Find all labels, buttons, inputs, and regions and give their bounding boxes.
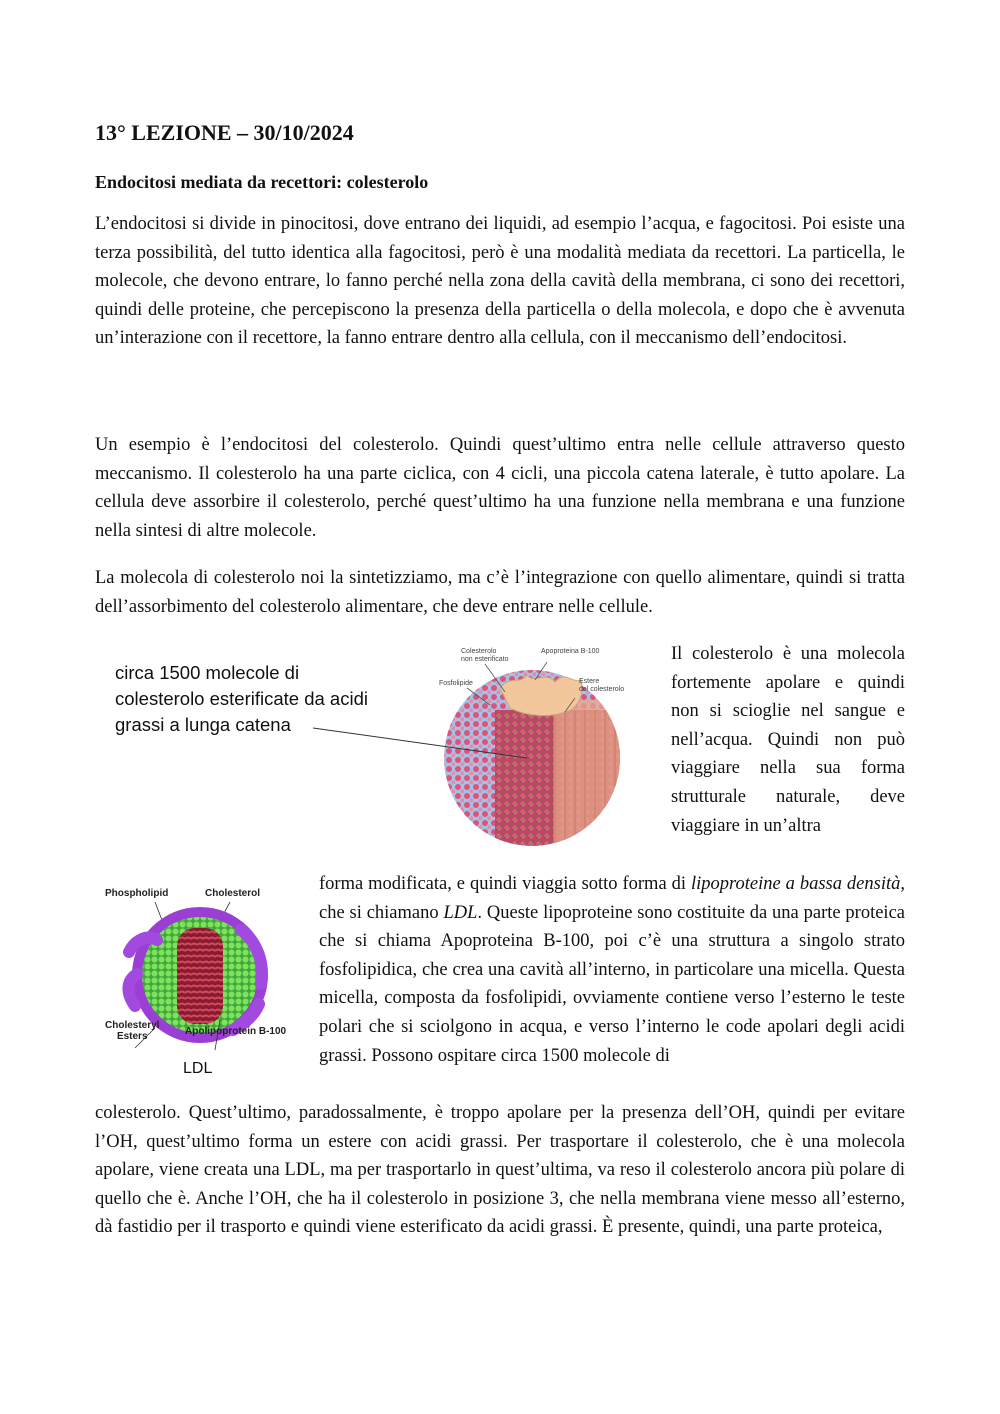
label-line: non esterificato [461, 656, 509, 663]
label-cholesteryl-esters [105, 1020, 159, 1042]
text-run: . Queste lipoproteine sono costituite da una parte proteica che si chiama Apoproteina B-100, poi c’è una struttura a singolo strato fosfolipidica, che crea una cavità all’interno, in particolare una micella. Questa micella, composta da fosfolipidi, ovviamente contiene verso l’esterno le teste polari che si sciolgono in acqua, e verso l’interno le code apolari degli acidi grassi. Possono ospitare circa 1500 molecole di [319, 902, 905, 1066]
annotation-line: grassi a lunga catena [115, 714, 291, 735]
ldl-cross-section-figure [95, 640, 655, 855]
figure-caption-ldl: LDL [183, 1060, 213, 1077]
annotation-line: colesterolo esterificate da acidi [115, 688, 368, 709]
annotation-line: circa 1500 molecole di [115, 662, 300, 683]
text-run: forma modificata, e quindi viaggia sotto forma di [319, 874, 691, 894]
label-apoproteina: Apoproteina B-100 [541, 648, 600, 655]
label-line: Colesterolo [461, 648, 497, 655]
label-line: del colesterolo [579, 686, 625, 693]
label-line: Esters [116, 1031, 148, 1042]
label-line: Cholesteryl [105, 1020, 160, 1031]
label-colesterolo [461, 648, 508, 664]
emphasis-ldl: LDL [443, 902, 478, 923]
label-cholesterol: Cholesterol [205, 888, 261, 899]
paragraph-1: L’endocitosi si divide in pinocitosi, dove entrano dei liquidi, ad esempio l’acqua, e fagocitosi. Poi esiste una terza possibilità, del tutto identica alla fagocitosi, però è una modalità mediata da recettori. La particella, le molecole, che devono entrare, lo fanno perché nella zona della cavità della membrana, ci sono dei recettori, quindi delle proteine, che percepiscono la presenza della particella o della molecola, e dopo che è avvenuta un’interazione con il recettore, la fanno entrare dentro alla cellula, con il meccanismo dell’endocitosi. [95, 214, 905, 349]
label-apolipoprotein: Apolipoprotein B-100 [185, 1026, 287, 1037]
text-run: , che si chiamano [319, 874, 905, 923]
ldl-structure-figure [95, 880, 305, 1085]
paragraph-3: La molecola di colesterolo noi la sintetizziamo, ma c’è l’integrazione con quello alimentare, quindi si tratta dell’assorbimento del colesterolo alimentare, che deve entrare nelle cellule. [95, 568, 905, 617]
label-line: Estere [579, 678, 600, 685]
wrap-text-middle [319, 870, 905, 1070]
label-phospholipid: Phospholipid [105, 888, 169, 899]
emphasis-lipoproteine: lipoproteine a bassa densità [690, 874, 901, 894]
label-estere [579, 678, 624, 694]
wrap-text-bottom: colesterolo. Quest’ultimo, paradossalmente, è troppo apolare per la presenza dell’OH, quindi per evitare l’OH, quest’ultimo forma un estere con acidi grassi. Per trasportare il colesterolo, che è una molecola apolare, viene creata una LDL, ma per trasportarlo in quest’ultima, va reso il colesterolo ancora più polare di quello che è. Anche l’OH, che ha il colesterolo in posizione 3, che nella membrana viene messo all’esterno, dà fastidio per il trasporto e quindi viene esterificato da acidi grassi. È presente, quindi, una parte proteica, [95, 1103, 905, 1238]
paragraph-2: Un esempio è l’endocitosi del colesterolo. Quindi quest’ultimo entra nelle cellule attraverso questo meccanismo. Il colesterolo ha una parte ciclica, con 4 cicli, una piccola catena laterale, è tutto apolare. La cellula deve assorbire il colesterolo, perché quest’ultimo ha una funzione nella membrana e una funzione nella sintesi di altre molecole. [95, 435, 905, 541]
section-heading: Endocitosi mediata da recettori: colesterolo [95, 172, 429, 192]
label-fosfolipide: Fosfolipide [439, 680, 473, 687]
ldl-sphere-illustration [95, 640, 655, 855]
wrap-text-right: Il colesterolo è una molecola fortemente apolare e quindi non si scioglie nel sangue e nell’acqua. Quindi non può viaggiare nella sua forma strutturale naturale, deve viaggiare in un’altra [671, 644, 905, 836]
page-title: 13° LEZIONE – 30/10/2024 [95, 120, 354, 145]
